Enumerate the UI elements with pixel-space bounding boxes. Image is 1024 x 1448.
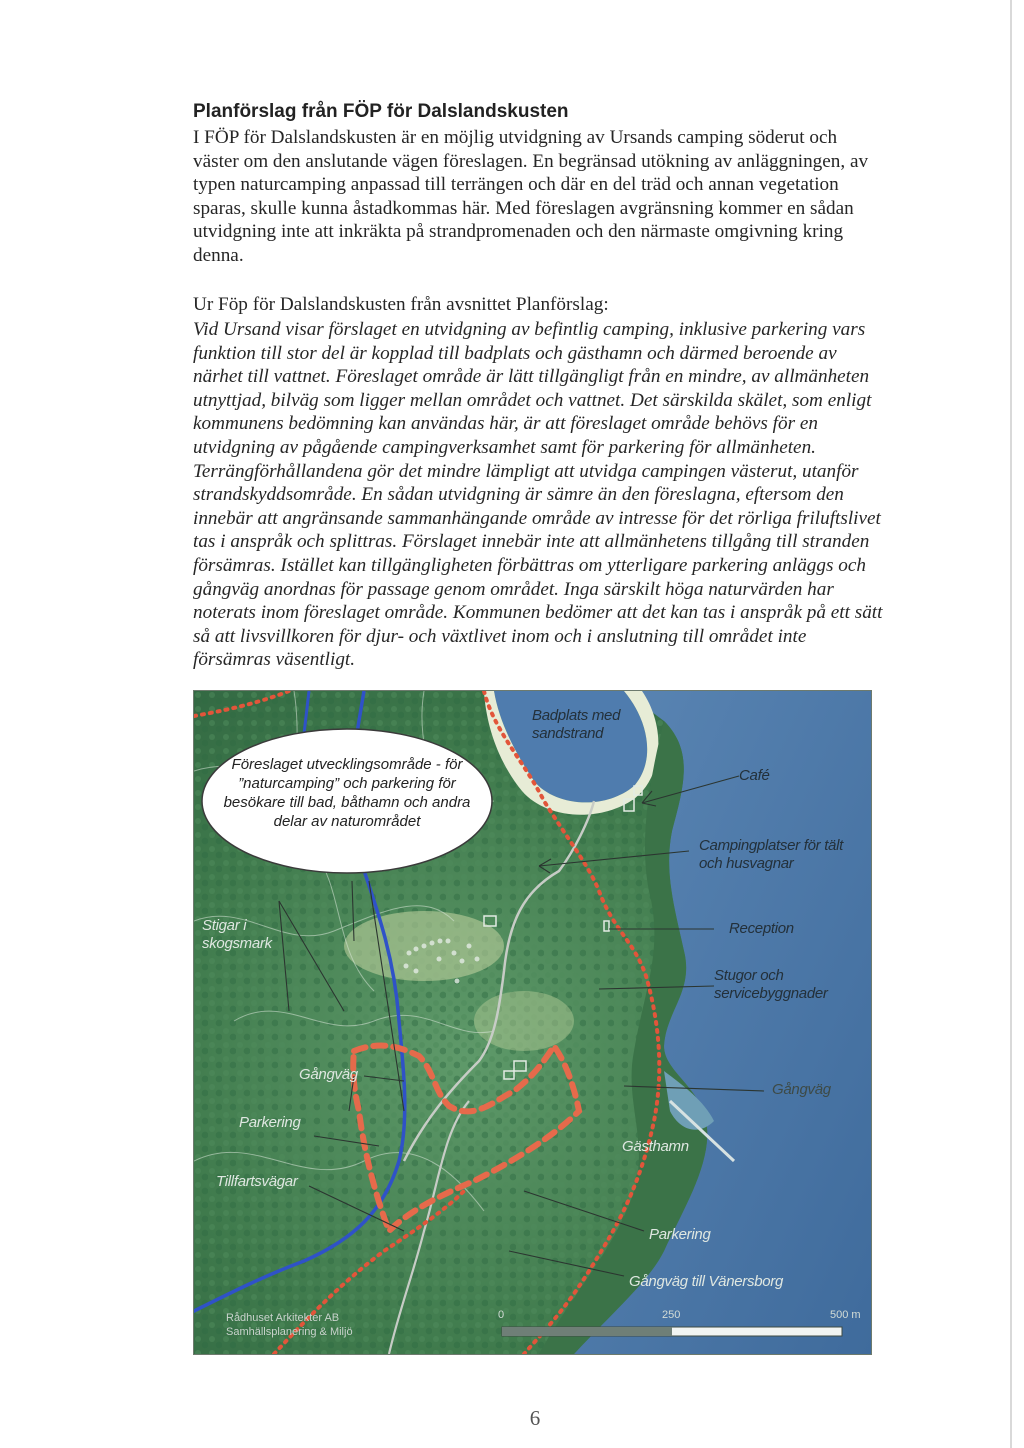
scale-label-500: 500 m bbox=[830, 1309, 861, 1321]
source-lead: Ur Föp för Dalslandskusten från avsnittet Planförslag: bbox=[193, 294, 609, 315]
label-stigar: Stigar i skogsmark bbox=[202, 917, 272, 952]
page-number: 6 bbox=[529, 1406, 541, 1430]
label-badplats: Badplats med sandstrand bbox=[532, 707, 621, 742]
section-heading: Planförslag från FÖP för Dalslandskusten bbox=[193, 101, 569, 122]
scale-label-0: 0 bbox=[498, 1309, 505, 1321]
scale-label-250: 250 bbox=[662, 1309, 681, 1321]
label-gangvag-right: Gångväg bbox=[772, 1081, 831, 1098]
label-gangvag-vanersborg: Gångväg till Vänersborg bbox=[629, 1273, 784, 1290]
fop-quote: Vid Ursand visar förslaget en utvidgning av befintlig camping, inklusive parkering vars funktion till stor del är kopplad till badplats och gästhamn och därmed beroende av närhet till vattnet. Föreslaget område är lätt tillgängligt från en mindre, av allmänheten utnyttjad, bilväg som ligger mellan området och vattnet. Det särskilda skälet, som enligt kommunens bedömning kan användas här, är att föreslaget område behövs för en utvidgning av pågående campingverksamhet samt för parkering för allmänheten. Terrängförhållandena gör det mindre lämpligt att utvidga campingen västerut, utanför strandskyddsområde. En sådan utvidgning är sämre än den föreslagna, eftersom den innebär att angränsande sammanhängande område av intresse för det rörliga friluftslivet tas i anspråk och splittras. Förslaget innebär inte att allmänhetens tillgång till stranden försämras. Istället kan tillgängligheten förbättras om ytterligare parkering anläggs och gångväg anordnas för passage genom området. Inga särskilt höga naturvärden har noterats inom föreslaget område. Kommunen bedömer att det kan tas i anspråk på ett sätt så att livsvillkoren för djur- och växtlivet inom och i anslutning till området inte försämras väsentligt. bbox=[193, 319, 883, 671]
map-credit: Rådhuset Arkitekter AB Samhällsplanering & Miljö bbox=[226, 1312, 353, 1338]
site-map bbox=[193, 690, 872, 1355]
label-parkering-left: Parkering bbox=[239, 1114, 301, 1131]
intro-paragraph: I FÖP för Dalslandskusten är en möjlig utvidgning av Ursands camping söderut och väster om den anslutande vägen föreslagen. En begränsad utökning av anläggningen, av typen naturcamping anpassad till terrängen och där en del träd och annan vegetation sparas, skulle kunna åstadkommas här. Med föreslagen avgränsning kommer en sådan utvidgning inte att inkräkta på strandpromenaden och den närmaste omgivning kring denna. bbox=[193, 127, 869, 266]
page-edge bbox=[1010, 0, 1012, 1448]
label-reception: Reception bbox=[729, 920, 794, 937]
label-stugor: Stugor och servicebyggnader bbox=[714, 967, 828, 1002]
label-tillfartsvagar: Tillfartsvägar bbox=[216, 1173, 298, 1190]
proposal-bubble-text: Föreslaget utvecklingsområde - för ”naturcamping” och parkering för besökare till bad, båthamn och andra delar av naturområdet bbox=[223, 756, 471, 830]
label-gasthamn: Gästhamn bbox=[622, 1138, 689, 1155]
label-cafe: Café bbox=[739, 767, 770, 784]
scale-bar bbox=[502, 1327, 842, 1336]
label-campingplatser: Campingplatser för tält och husvagnar bbox=[699, 837, 844, 872]
label-gangvag-left: Gångväg bbox=[299, 1066, 358, 1083]
label-parkering-right: Parkering bbox=[649, 1226, 711, 1243]
